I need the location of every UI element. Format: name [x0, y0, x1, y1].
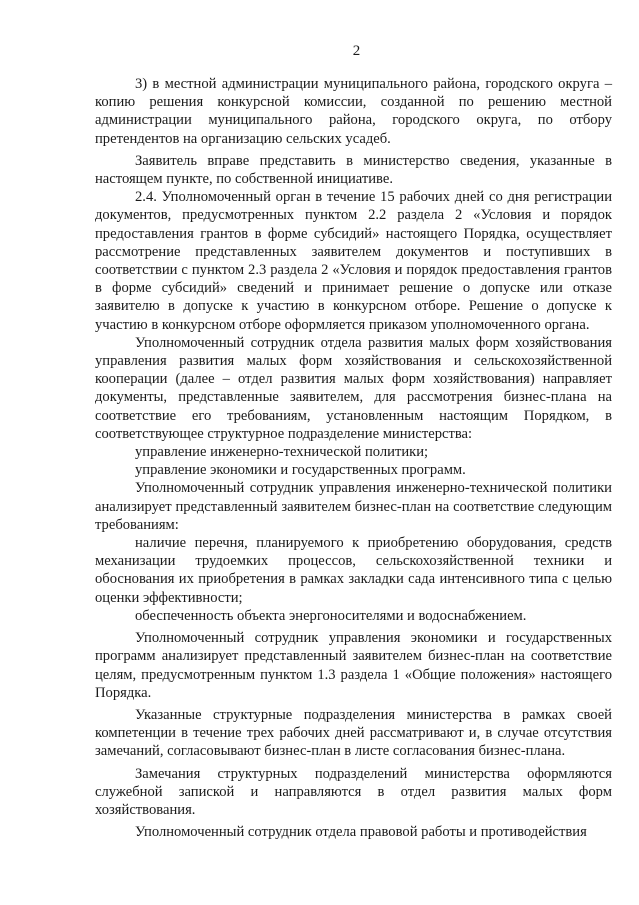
paragraph-structural-review: Указанные структурные подразделения министерства в рамках своей компетенции в течение трех рабочих дней рассматривают и, в случае отсутствия замечаний, согласовывают бизнес-план в листе согласования бизнес-плана.	[95, 706, 612, 760]
paragraph-2-4: 2.4. Уполномоченный орган в течение 15 рабочих дней со дня регистрации документов, предусмотренных пунктом 2.2 раздела 2 «Условия и порядок предоставления грантов в форме субсидий» настоящего Порядка, осуществляет рассмотрение представленных заявителем документов и поступивших в соответствии с пунктом 2.3 раздела 2 «Условия и порядок предоставления грантов в форме субсидий» сведений и принимает решение о допуске или отказе заявителю в допуске к участию в конкурсном отборе. Решение о допуске к участию в конкурсном отборе оформляется приказом уполномоченного органа.	[95, 189, 612, 333]
paragraph-authorized-employee-development: Уполномоченный сотрудник отдела развития малых форм хозяйствования управления развития малых форм хозяйствования и сельскохозяйственной кооперации (далее – отдел развития малых форм хозяйствования) направляет документы, представленные заявителем, для рассмотрения бизнес-плана на соответствие его требованиям, установленным настоящим Порядком, в соответствующее структурное подразделение министерства:	[95, 334, 612, 442]
list-item-engineering-policy: управление инженерно-технической политики;	[135, 444, 429, 461]
paragraph-legal-department: Уполномоченный сотрудник отдела правовой работы и противодействия	[135, 824, 587, 841]
list-item-equipment-list: наличие перечня, планируемого к приобретению оборудования, средств механизации трудоемких процессов, сельскохозяйственной техники и обоснования их приобретения в рамках закладки сада интенсивного типа с целью оценки эффективности;	[95, 535, 612, 606]
page-number: 2	[352, 43, 361, 59]
paragraph-engineering-analysis: Уполномоченный сотрудник управления инженерно-технической политики анализирует представленный заявителем бизнес-план на соответствие следующим требованиям:	[95, 480, 612, 533]
list-item-economy-programs: управление экономики и государственных программ.	[135, 462, 466, 479]
paragraph-remarks: Замечания структурных подразделений министерства оформляются служебной запиской и направляются в отдел развития малых форм хозяйствования.	[95, 765, 612, 818]
paragraph-local-administration: 3) в местной администрации муниципального района, городского округа – копию решения конкурсной комиссии, созданной по решению местной администрации муниципального района, городского округа, по отбору претендентов на организацию сельских усадеб.	[95, 76, 612, 147]
paragraph-applicant-right: Заявитель вправе представить в министерство сведения, указанные в настоящем пункте, по собственной инициативе.	[95, 152, 612, 188]
list-item-energy-water: обеспеченность объекта энергоносителями и водоснабжением.	[135, 607, 527, 624]
document-body	[95, 75, 612, 841]
paragraph-economy-analysis: Уполномоченный сотрудник управления экономики и государственных программ анализирует представленный заявителем бизнес-план на соответствие целям, предусмотренным пунктом 1.3 раздела 1 «Общие положения» настоящего Порядка.	[95, 630, 612, 701]
